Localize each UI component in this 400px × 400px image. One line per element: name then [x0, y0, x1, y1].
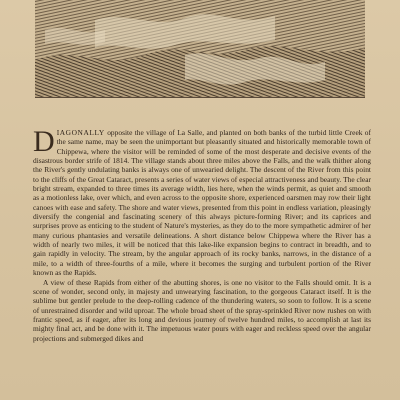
- article-body: [33, 125, 371, 343]
- paragraph-2-text: A view of these Rapids from either of the abutting shores, is one no visitor to the Falls should omit. It is a scene of wonder, second only, in majesty and unwearying fascination, to the gorgeous Cataract itself. It is the sublime but gentler prelude to the deep-rolling cadence of the thundering waters, so soon to follow. It is a scene of unrestrained disorder and wild uproar. The whole broad sheet of the spray-sprinkled River now rushes on with frantic speed, as if eager, after its long and devious journey of twelve hundred miles, to accomplish at last its mighty final act, and be done with it. The impetuous water pours with eager and reckless speed over the angular projections and submerged dikes and: [33, 277, 371, 343]
- opening-word: IAGONALLY: [56, 128, 105, 137]
- paragraph-2: [33, 278, 371, 343]
- rapids-engraving-image: [35, 0, 365, 97]
- drop-cap-letter: D: [33, 125, 55, 158]
- paragraph-1-text: opposite the village of La Salle, and planted on both banks of the turbid little Creek of the same name, may be seen the unimportant but pleasantly situated and historically memorable town of Chippewa, where the visitor will be reminded of some of the most desperate and decisive events of the disastrous border strife of 1814. The village stands about three miles above the Falls, and the walk thither along the River's gently undulating banks is always one of unwearied delight. The descent of the River from this point to the cliffs of the Great Cataract, presents a series of water views of especial attractiveness and beauty. The clear bright stream, expanded to three times its average width, lies here, when the winds permit, as quiet and smooth as a motionless lake, over which, and even across to the opposite shore, experienced oarsmen may row their light canoes with ease and safety. The shore and water views, presented from this point in endless variation, pleasingly diversify the congenial and fascinating scenery of this always picture-forming River; and its caprices and surprises prove as enticing to the student of Nature's mysteries, as they do to the more sympathetic admirer of her many curious phantasies and versatile delineations. A short distance below Chippewa where the River has a width of nearly two miles, it will be noticed that this lake-like expansion begins to contract in breadth, and to gain rapidly in velocity. The stream, by the angular approach of its rocky banks, narrows, in the distance of a mile, to a width of three-fourths of a mile, where it becomes the surging and turbulent portion of the River known as the Rapids.: [33, 128, 371, 278]
- rapids-engraving-illustration: [35, 0, 365, 98]
- paragraph-1: [33, 125, 371, 278]
